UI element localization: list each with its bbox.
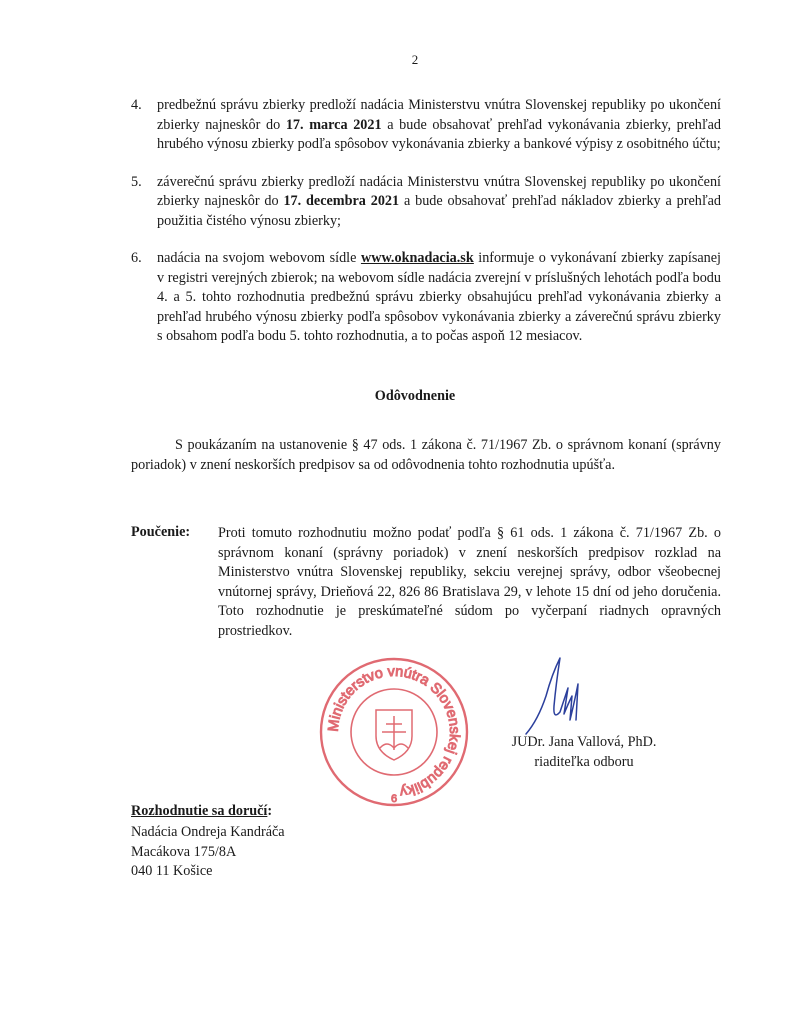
instruction-text: Proti tomuto rozhodnutiu možno podať podľa § 61 ods. 1 zákona č. 71/1967 Zb. o správnom konaní (správny poriadok) v znení neskorších predpisov rozklad na Ministerstvo vnútra Slovenskej republiky, sekciu verejnej správy, odbor všeobecnej vnútornej správy, Drieňová 22, 826 86 Bratislava 29, v lehote 15 dní od jeho doručenia. Toto rozhodnutie je preskúmateľné súdom po vyčerpaní riadnych opravných prostriedkov.: [218, 525, 721, 639]
text-run: záverečnú správu zbierky predloží nadácia Ministerstvu vnútra Slovenskej republiky po ukončení zbierky najneskôr do: [157, 173, 721, 209]
delivery-colon: :: [267, 803, 273, 819]
delivery-label: [131, 803, 272, 820]
instruction-label: Poučenie:: [131, 524, 191, 540]
conditions-list: [131, 96, 721, 365]
signer-name: JUDr. Jana Vallová, PhD.: [511, 734, 657, 750]
page-number: 2: [411, 52, 419, 67]
list-item: [131, 96, 721, 155]
list-item: [131, 173, 721, 232]
delivery-address: [131, 823, 285, 882]
signer-block: [494, 733, 674, 772]
website-link[interactable]: www.oknadacia.sk: [360, 250, 474, 266]
stamp-text: Ministerstvo vnútra Slovenskej republiky: [325, 663, 463, 800]
address-line: Nadácia Ondreja Kandráča: [131, 824, 285, 840]
text-run: a bude obsahovať prehľad nákladov zbierky a prehľad použitia čistého výnosu zbierky;: [157, 193, 721, 229]
text-run: informuje o vykonávaní zbierky zapísanej v registri verejných zbierok; na webovom sídle nadácia zverejní v príslušných lehotách podľa bodu 4. a 5. tohto rozhodnutia predbežnú správu zbierky obsahujúcu prehľad vykonávania zbierky a prehľad hrubého výnosu zbierky podľa spôsobov vykonávania zbierky a záverečnú správu zbierky s obsahom podľa bodu 5. tohto rozhodnutia, a to počas aspoň 12 mesiacov.: [157, 250, 721, 344]
text-run: nadácia na svojom webovom sídle: [157, 250, 361, 266]
list-item-text: [157, 173, 721, 232]
list-item-text: [157, 96, 721, 155]
text-run: predbežnú správu zbierky predloží nadácia Ministerstvu vnútra Slovenskej republiky po ukončení zbierky najneskôr do: [157, 97, 721, 133]
list-item-number: 5.: [131, 173, 142, 190]
list-item: [131, 249, 721, 347]
list-item-number: 4.: [131, 97, 142, 113]
address-line: Macákova 175/8A: [131, 843, 237, 860]
address-line: 040 11 Košice: [131, 863, 213, 879]
coat-of-arms-icon: [376, 710, 412, 760]
official-stamp: [318, 656, 470, 808]
signature: [520, 650, 600, 740]
deadline-date: 17. marca 2021: [285, 116, 382, 133]
signer-title: riaditeľka odboru: [534, 753, 634, 770]
stamp-number: 6: [390, 793, 398, 805]
section-heading: Odôvodnenie: [374, 388, 456, 404]
delivery-label-text: Rozhodnutie sa doručí: [131, 803, 268, 819]
list-item-number: 6.: [131, 250, 142, 266]
text-run: a bude obsahovať prehľad vykonávania zbierky, prehľad hrubého výnosu zbierky podľa spôsobov vykonávania zbierky a bankové výpisy z osobitného účtu;: [157, 116, 722, 152]
list-item-text: [157, 249, 721, 347]
deadline-date: 17. decembra 2021: [283, 193, 400, 209]
justification-paragraph: S poukázaním na ustanovenie § 47 ods. 1 zákona č. 71/1967 Zb. o správnom konaní (správny poriadok) v znení neskorších predpisov sa od odôvodnenia tohto rozhodnutia upúšťa.: [131, 437, 721, 473]
